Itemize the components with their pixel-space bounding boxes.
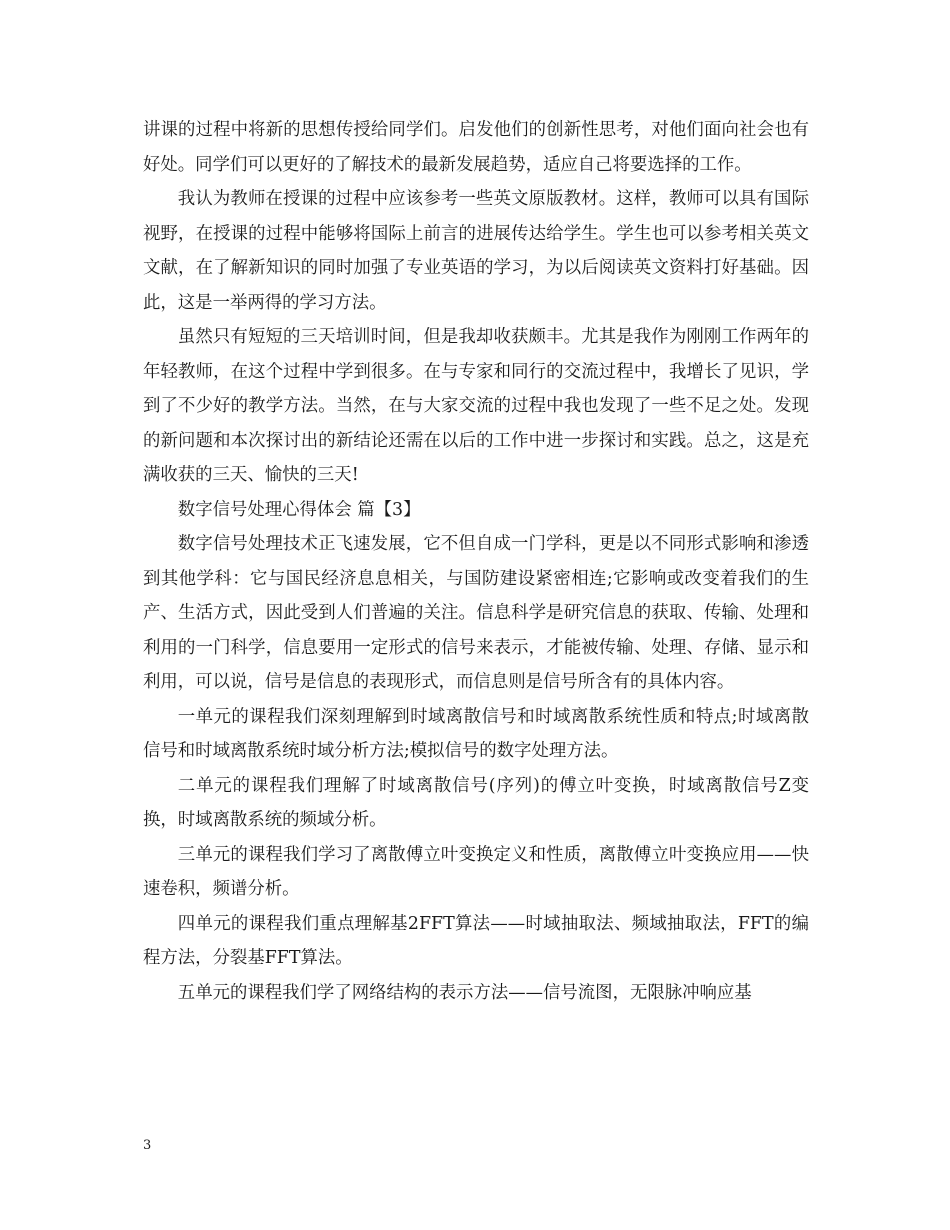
section-heading: 数字信号处理心得体会 篇【3】 bbox=[177, 499, 421, 520]
paragraph: 五单元的课程我们学了网络结构的表示方法——信号流图，无限脉冲响应基 bbox=[177, 982, 752, 1003]
paragraph: 一单元的课程我们深刻理解到时域离散信号和时域离散系统性质和特点;时域离散信号和时域离散系统时域分析方法;模拟信号的数字处理方法。 bbox=[143, 706, 809, 761]
paragraph: 数字信号处理技术正飞速发展，它不但自成一门学科，更是以不同形式影响和渗透到其他学科：它与国民经济息息相关，与国防建设紧密相连;它影响或改变着我们的生产、生活方式，因此受到人们普遍的关注。信息科学是研究信息的获取、传输、处理和利用的一门科学，信息要用一定形式的信号来表示，才能被传输、处理、存储、显示和利用，可以说，信号是信息的表现形式，而信息则是信号所含有的具体内容。 bbox=[143, 534, 809, 692]
page-number: 3 bbox=[143, 1138, 152, 1153]
paragraph: 我认为教师在授课的过程中应该参考一些英文原版教材。这样，教师可以具有国际视野，在授课的过程中能够将国际上前言的进展传达给学生。学生也可以参考相关英文文献，在了解新知识的同时加强了专业英语的学习，为以后阅读英文资料打好基础。因此，这是一举两得的学习方法。 bbox=[143, 189, 809, 313]
paragraph: 四单元的课程我们重点理解基2FFT算法——时域抽取法、频域抽取法，FFT的编程方法，分裂基FFT算法。 bbox=[143, 913, 809, 968]
paragraph: 三单元的课程我们学习了离散傅立叶变换定义和性质，离散傅立叶变换应用——快速卷积，频谱分析。 bbox=[143, 844, 809, 899]
paragraph-continuation: 讲课的过程中将新的思想传授给同学们。启发他们的创新性思考，对他们面向社会也有好处。同学们可以更好的了解技术的最新发展趋势，适应自己将要选择的工作。 bbox=[143, 120, 809, 175]
paragraph: 二单元的课程我们理解了时域离散信号(序列)的傅立叶变换，时域离散信号Z变换，时域离散系统的频域分析。 bbox=[143, 775, 809, 830]
document-body bbox=[143, 113, 809, 1010]
paragraph: 虽然只有短短的三天培训时间，但是我却收获颇丰。尤其是我作为刚刚工作两年的年轻教师，在这个过程中学到很多。在与专家和同行的交流过程中，我增长了见识，学到了不少好的教学方法。当然，在与大家交流的过程中我也发现了一些不足之处。发现的新问题和本次探讨出的新结论还需在以后的工作中进一步探讨和实践。总之，这是充满收获的三天、愉快的三天! bbox=[143, 327, 809, 485]
